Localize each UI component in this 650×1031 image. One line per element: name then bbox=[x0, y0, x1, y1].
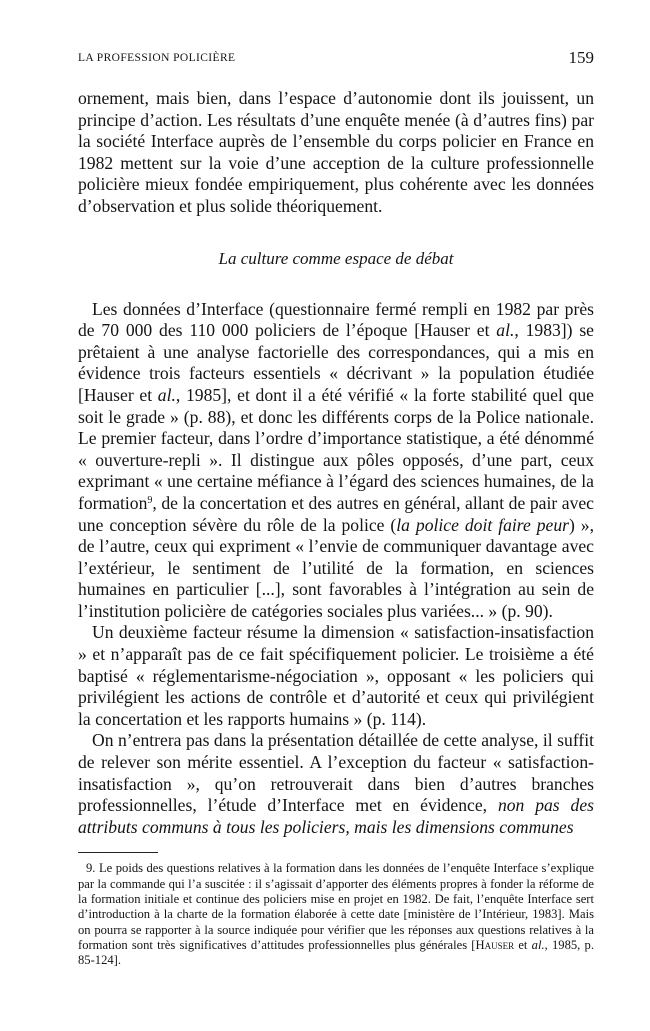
footnote-al: al. bbox=[531, 937, 545, 952]
paragraph-4 bbox=[78, 730, 594, 838]
paragraph-2 bbox=[78, 299, 594, 623]
footnote-part-c: , 1985, p. 85-124]. bbox=[78, 937, 594, 968]
footnote-number: 9. bbox=[86, 861, 96, 876]
paragraph-2-part-b: , 1983]) se prêtaient à une analyse factorielle des correspondances, qui a mis en évidence trois facteurs essentiels « décrivant » la population étudiée [Hauser et bbox=[78, 320, 594, 405]
paragraph-2-italic: la police doit faire peur bbox=[396, 514, 569, 535]
footnote-rule bbox=[78, 852, 158, 853]
footnote-reference[interactable]: 9 bbox=[147, 494, 153, 506]
page-header bbox=[78, 46, 594, 74]
paragraph-2-al-1: al. bbox=[496, 320, 515, 341]
paragraph-2-al-2: al. bbox=[157, 384, 176, 405]
paragraph-1: ornement, mais bien, dans l’espace d’autonomie dont ils jouissent, un principe d’action. Les résultats d’une enquête menée (à d’autres fins) par la société Interface auprès de l’ensemble du corps policier en France en 1982 mettent sur la voie d’une acception de la culture professionnelle policière mieux fondée empiriquement, plus cohérente avec les données d’observation et plus solide théoriquement. bbox=[78, 88, 594, 216]
paragraph-2-part-a: Les données d’Interface (questionnaire fermé rempli en 1982 par près de 70 000 des 110 000 policiers de l’époque [Hauser et bbox=[78, 298, 594, 341]
section-heading: La culture comme espace de débat bbox=[218, 248, 454, 268]
footnote-author: Hauser bbox=[475, 937, 515, 952]
paragraph-4-part-a: On n’entrera pas dans la présentation détaillée de cette analyse, il suffit de relever son mérite essentiel. A l’exception du facteur « satisfaction-insatisfaction », qu’on retrouverait dans bien d’autres branches professionnelles, l’étude d’Interface met en évidence, bbox=[78, 730, 594, 816]
book-page bbox=[78, 46, 594, 968]
page-number: 159 bbox=[568, 48, 594, 67]
paragraph-2-part-c: , 1985], et dont il a été vérifié « la forte stabilité quel que soit le grade » (p. 88), et donc les différents corps de la Police nationale. Le premier facteur, dans l’ordre d’importance statistique, a été dénommé « ouverture-repli ». Il distingue aux pôles opposés, d’une part, ceux exprimant « une certaine méfiance à l’égard des sciences humaines, de la formation bbox=[78, 384, 594, 513]
paragraph-2-part-d: , de la concertation et des autres en général, allant de pair avec une conception sévère du rôle de la police ( bbox=[78, 492, 594, 535]
paragraph-2-part-e: ) », de l’autre, ceux qui expriment « l’envie de communiquer davantage avec l’extérieur, le sentiment de l’utilité de la formation, en sciences humaines en particulier [...], sont favorables à l’intégration au sein de l’institution policière de catégories sociales plus variées... » (p. 90). bbox=[78, 514, 594, 621]
running-title: LA PROFESSION POLICIÈRE bbox=[78, 52, 236, 64]
footnote-part-b: et bbox=[514, 937, 532, 952]
main-text bbox=[78, 88, 594, 838]
paragraph-3: Un deuxième facteur résume la dimension « satisfaction-insatisfaction » et n’apparaît pas de ce fait spécifiquement policier. Le troisième a été baptisé « réglementarisme-négociation », opposant « les policiers qui privilégient les actions de contrôle et d’autorité et ceux qui privilégient la concertation et les rapports humains » (p. 114). bbox=[78, 622, 594, 729]
footnote-9 bbox=[78, 861, 594, 968]
footnote-part-a: Le poids des questions relatives à la formation dans les données de l’enquête Interface s’explique par la commande qui l’a suscitée : il s’agissait d’apporter des éléments propres à fonder la réforme de la formation initiale et continue des policiers mise en projet en 1982. De fait, l’enquête Interface sert d’introduction à la charte de la formation élaborée à cette date [ministère de l’Intérieur, 1983]. Mais on pourra se rapporter à la source indiquée pour vérifier que les réponses aux questions relatives à la formation sont très significatives d’attitudes professionnelles plus générales [ bbox=[78, 861, 594, 952]
paragraph-4-italic: non pas des attributs communs à tous les policiers, mais les dimensions communes bbox=[78, 795, 594, 837]
